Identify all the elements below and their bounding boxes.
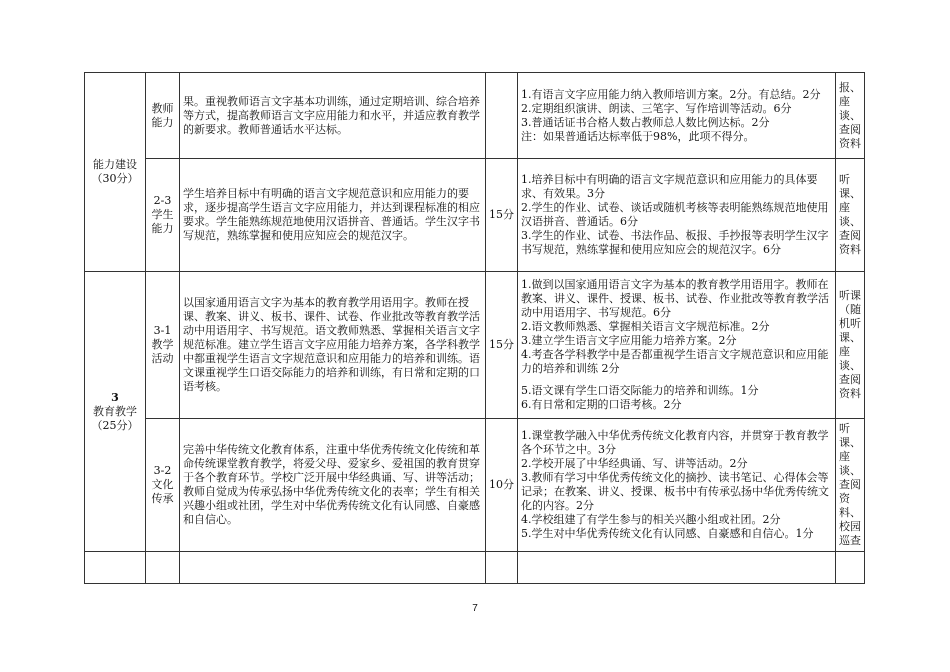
item-method: 听课、座谈、查阅资料、校园巡查 xyxy=(836,419,865,552)
evaluation-table xyxy=(84,72,865,584)
empty-cell xyxy=(180,552,486,584)
item-criteria: 1.有语言文字应用能力纳入教师培训方案。2分。有总结。2分 2.定期组织演讲、朗读、三笔字、写作培训等活动。6分 3.普通话证书合格人数占教师总人数比例达标。2分 注：如果普通话达标率低于98%，此项不得分。 xyxy=(518,73,836,159)
item-criteria: 1.培养目标中有明确的语言文字规范意识和应用能力的具体要求、有效果。3分 2.学生的作业、试卷、谈话或随机考核等表明能熟练规范地使用汉语拼音、普通话。6分 3.学生的作业、试卷、书法作品、板报、手抄报等表明学生汉字书写规范，熟练掌握和使用应知应会的规范汉字。6分 xyxy=(518,159,836,272)
empty-cell xyxy=(836,552,865,584)
table-row xyxy=(85,159,865,272)
empty-cell xyxy=(486,552,518,584)
item-criteria: 1.做到以国家通用语言文字为基本的教育教学用语用字。教师在教案、讲义、课件、授课、板书、试卷、作业批改等教育教学活动中用语用字、书写规范。6分 2.语文教师熟悉、掌握相关语言文字规范标准。2分 3.建立学生语言文字应用能力培养方案。2分 4.考查各学科教学中是否都重视学生语言文字规范意识和应用能力的培养和训练 2分 5.语文课有学生口语交际能力的培养和训练。1分 6.有日常和定期的口语考核。2分 xyxy=(518,272,836,419)
item-content: 完善中华传统文化教育体系，注重中华优秀传统文化传统和革命传统课堂教育教学，将爱父母、爱家乡、爱祖国的教育贯穿于各个教育环节。学校广泛开展中华经典诵、写、讲等活动；教师自觉成为传承弘扬中华优秀传统文化的表率；学生有相关兴趣小组或社团，学生对中华优秀传统文化有认同感、自豪感和自信心。 xyxy=(180,419,486,552)
section-label-capability: 能力建设 （30分） xyxy=(85,73,146,272)
item-label: 2-3 学生能力 xyxy=(146,159,180,272)
empty-cell xyxy=(85,552,146,584)
item-score xyxy=(486,73,518,159)
item-method: 听课（随机听课、座谈、查阅资料 xyxy=(836,272,865,419)
item-content: 果。重视教师语言文字基本功训练，通过定期培训、综合培养等方式，提高教师语言文字应用能力和水平，并适应教育教学的新要求。教师普通话水平达标。 xyxy=(180,73,486,159)
item-score: 15分 xyxy=(486,159,518,272)
item-label: 教师能力 xyxy=(146,73,180,159)
item-score: 15分 xyxy=(486,272,518,419)
item-label: 3-1 教学活动 xyxy=(146,272,180,419)
item-method: 听课、座谈、查阅资料 xyxy=(836,159,865,272)
item-content: 以国家通用语言文字为基本的教育教学用语用字。教师在授课、教案、讲义、板书、课件、试卷、作业批改等教育教学活动中用语用字、书写规范。语文教师熟悉、掌握相关语言文字规范标准。建立学生语言文字应用能力培养方案，各学科教学中都重视学生语言文字规范意识和应用能力的培养和训练。语文课重视学生口语交际能力的培养和训练，有日常和定期的口语考核。 xyxy=(180,272,486,419)
item-label: 3-2 文化传承 xyxy=(146,419,180,552)
section-label-teaching: 3 教育教学 （25分） xyxy=(85,272,146,552)
item-content: 学生培养目标中有明确的语言文字规范意识和应用能力的要求，逐步提高学生语言文字应用能力，并达到课程标准的相应要求。学生能熟练规范地使用汉语拼音、普通话。学生汉字书写规范，熟练掌握和使用应知应会的规范汉字。 xyxy=(180,159,486,272)
page-number: 7 xyxy=(472,603,478,614)
table-row xyxy=(85,272,865,419)
table-row xyxy=(85,419,865,552)
empty-cell xyxy=(146,552,180,584)
item-criteria: 1.课堂教学融入中华优秀传统文化教育内容，并贯穿于教育教学各个环节之中。3分 2.学校开展了中华经典诵、写、讲等活动。2分 3.教师有学习中华优秀传统文化的摘抄、读书笔记、心得体会等记录；在教案、讲义、授课、板书中有传承弘扬中华优秀传统文化的内容。2分 4.学校组建了有学生参与的相关兴趣小组或社团。2分 5.学生对中华优秀传统文化有认同感、自豪感和自信心。1分 xyxy=(518,419,836,552)
empty-cell xyxy=(518,552,836,584)
item-method: 报、座谈、查阅资料 xyxy=(836,73,865,159)
table-row xyxy=(85,73,865,159)
item-score: 10分 xyxy=(486,419,518,552)
table-row-empty xyxy=(85,552,865,584)
